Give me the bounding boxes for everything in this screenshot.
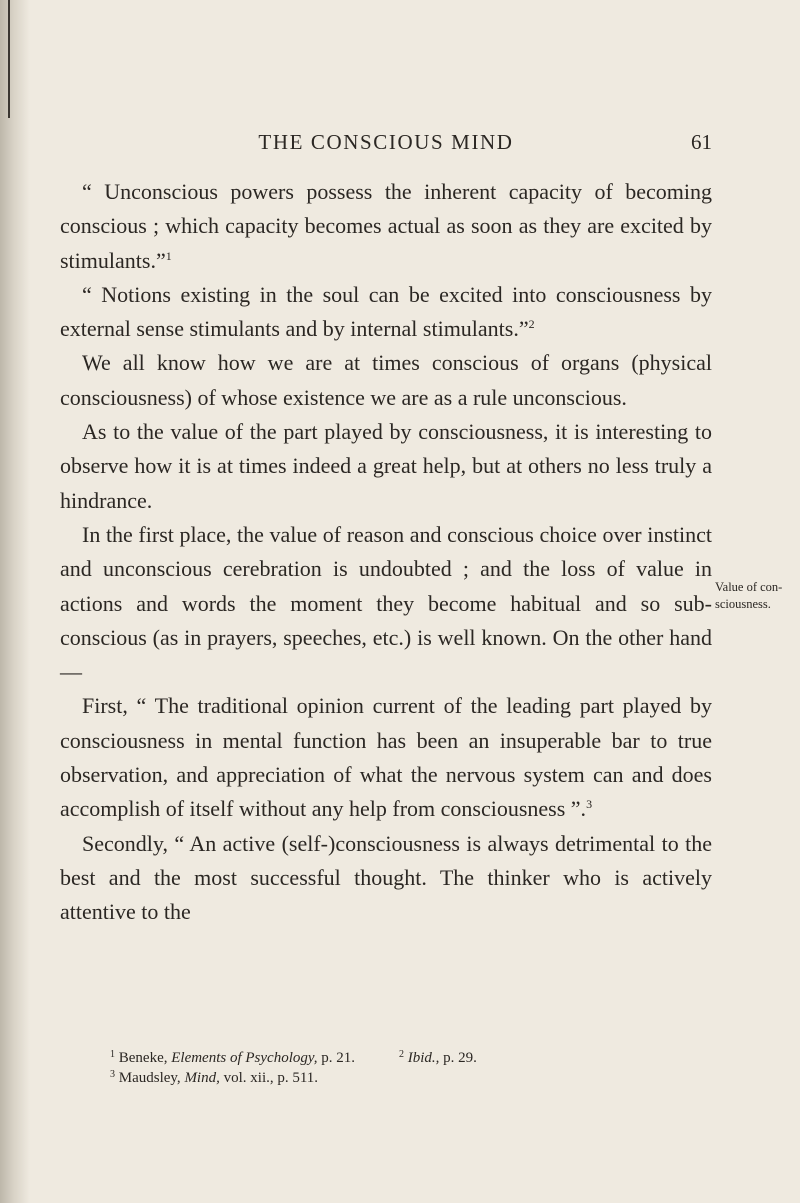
paragraph-physical-consciousness: We all know how we are at times conscious of organs (physical consciousness) of whose existence we are as a rule unconscious. [60,350,712,410]
binding-shadow [0,0,30,1203]
paragraph-value-of-consciousness: As to the value of the part played by consciousness, it is interesting to observe how it is at times indeed a great help, but at others no less truly a hindrance. [60,419,712,513]
paragraph-beneke-quote-1: “ Unconscious powers possess the inherent capacity of becoming conscious ; which capacity becomes actual as soon as they are excited by stimulants.”$^1$ [60,179,712,273]
paragraph-secondly: Secondly, “ An active (self-)consciousness is always detrimental to the best and the most successful thought. The thinker who is actively attentive to the [60,830,712,925]
running-head: THE CONSCIOUS MIND [258,130,514,154]
margin-note-line-1: Value of con- [715,580,783,594]
margin-note [715,579,799,613]
paragraph-first-maudsley: First, “ The traditional opinion current of the leading part played by consciousness in mental function has been an insuperable bar to true observation, and appreciation of what the nervous system can and does accomplish of itself without any help from consciousness ”.$^3$ [60,693,712,822]
paragraph-beneke-quote-2: “ Notions existing in the soul can be excited into consciousness by external sense stimulants and by internal stimulants.”$^2$ [60,281,712,342]
paragraph-first-place: In the first place, the value of reason and conscious choice over instinct and unconscious cerebration is undoubted ; and the loss of value in actions and words the moment they become habitual and so sub-conscious (as in prayers, speeches, etc.) is well known. On the other hand— [60,521,712,685]
footnote-line-2: $^3$ Maudsley, Mind, vol. xii., p. 511. [110,1068,319,1086]
footnote-ref-2: 2 [528,317,535,332]
margin-note-line-2: sciousness. [715,597,771,611]
footnote-ref-1: 1 [165,248,172,263]
page-header [60,130,712,160]
footnote-line-1: $^1$ Beneke, Elements of Psychology, p. 21. $^2$ Ibid., p. 29. [110,1049,477,1066]
footnotes [60,1049,712,1088]
footnote-ref-3: 3 [586,797,593,812]
body-text [60,175,712,930]
binding-edge [8,0,10,118]
page-number: 61 [691,130,712,154]
